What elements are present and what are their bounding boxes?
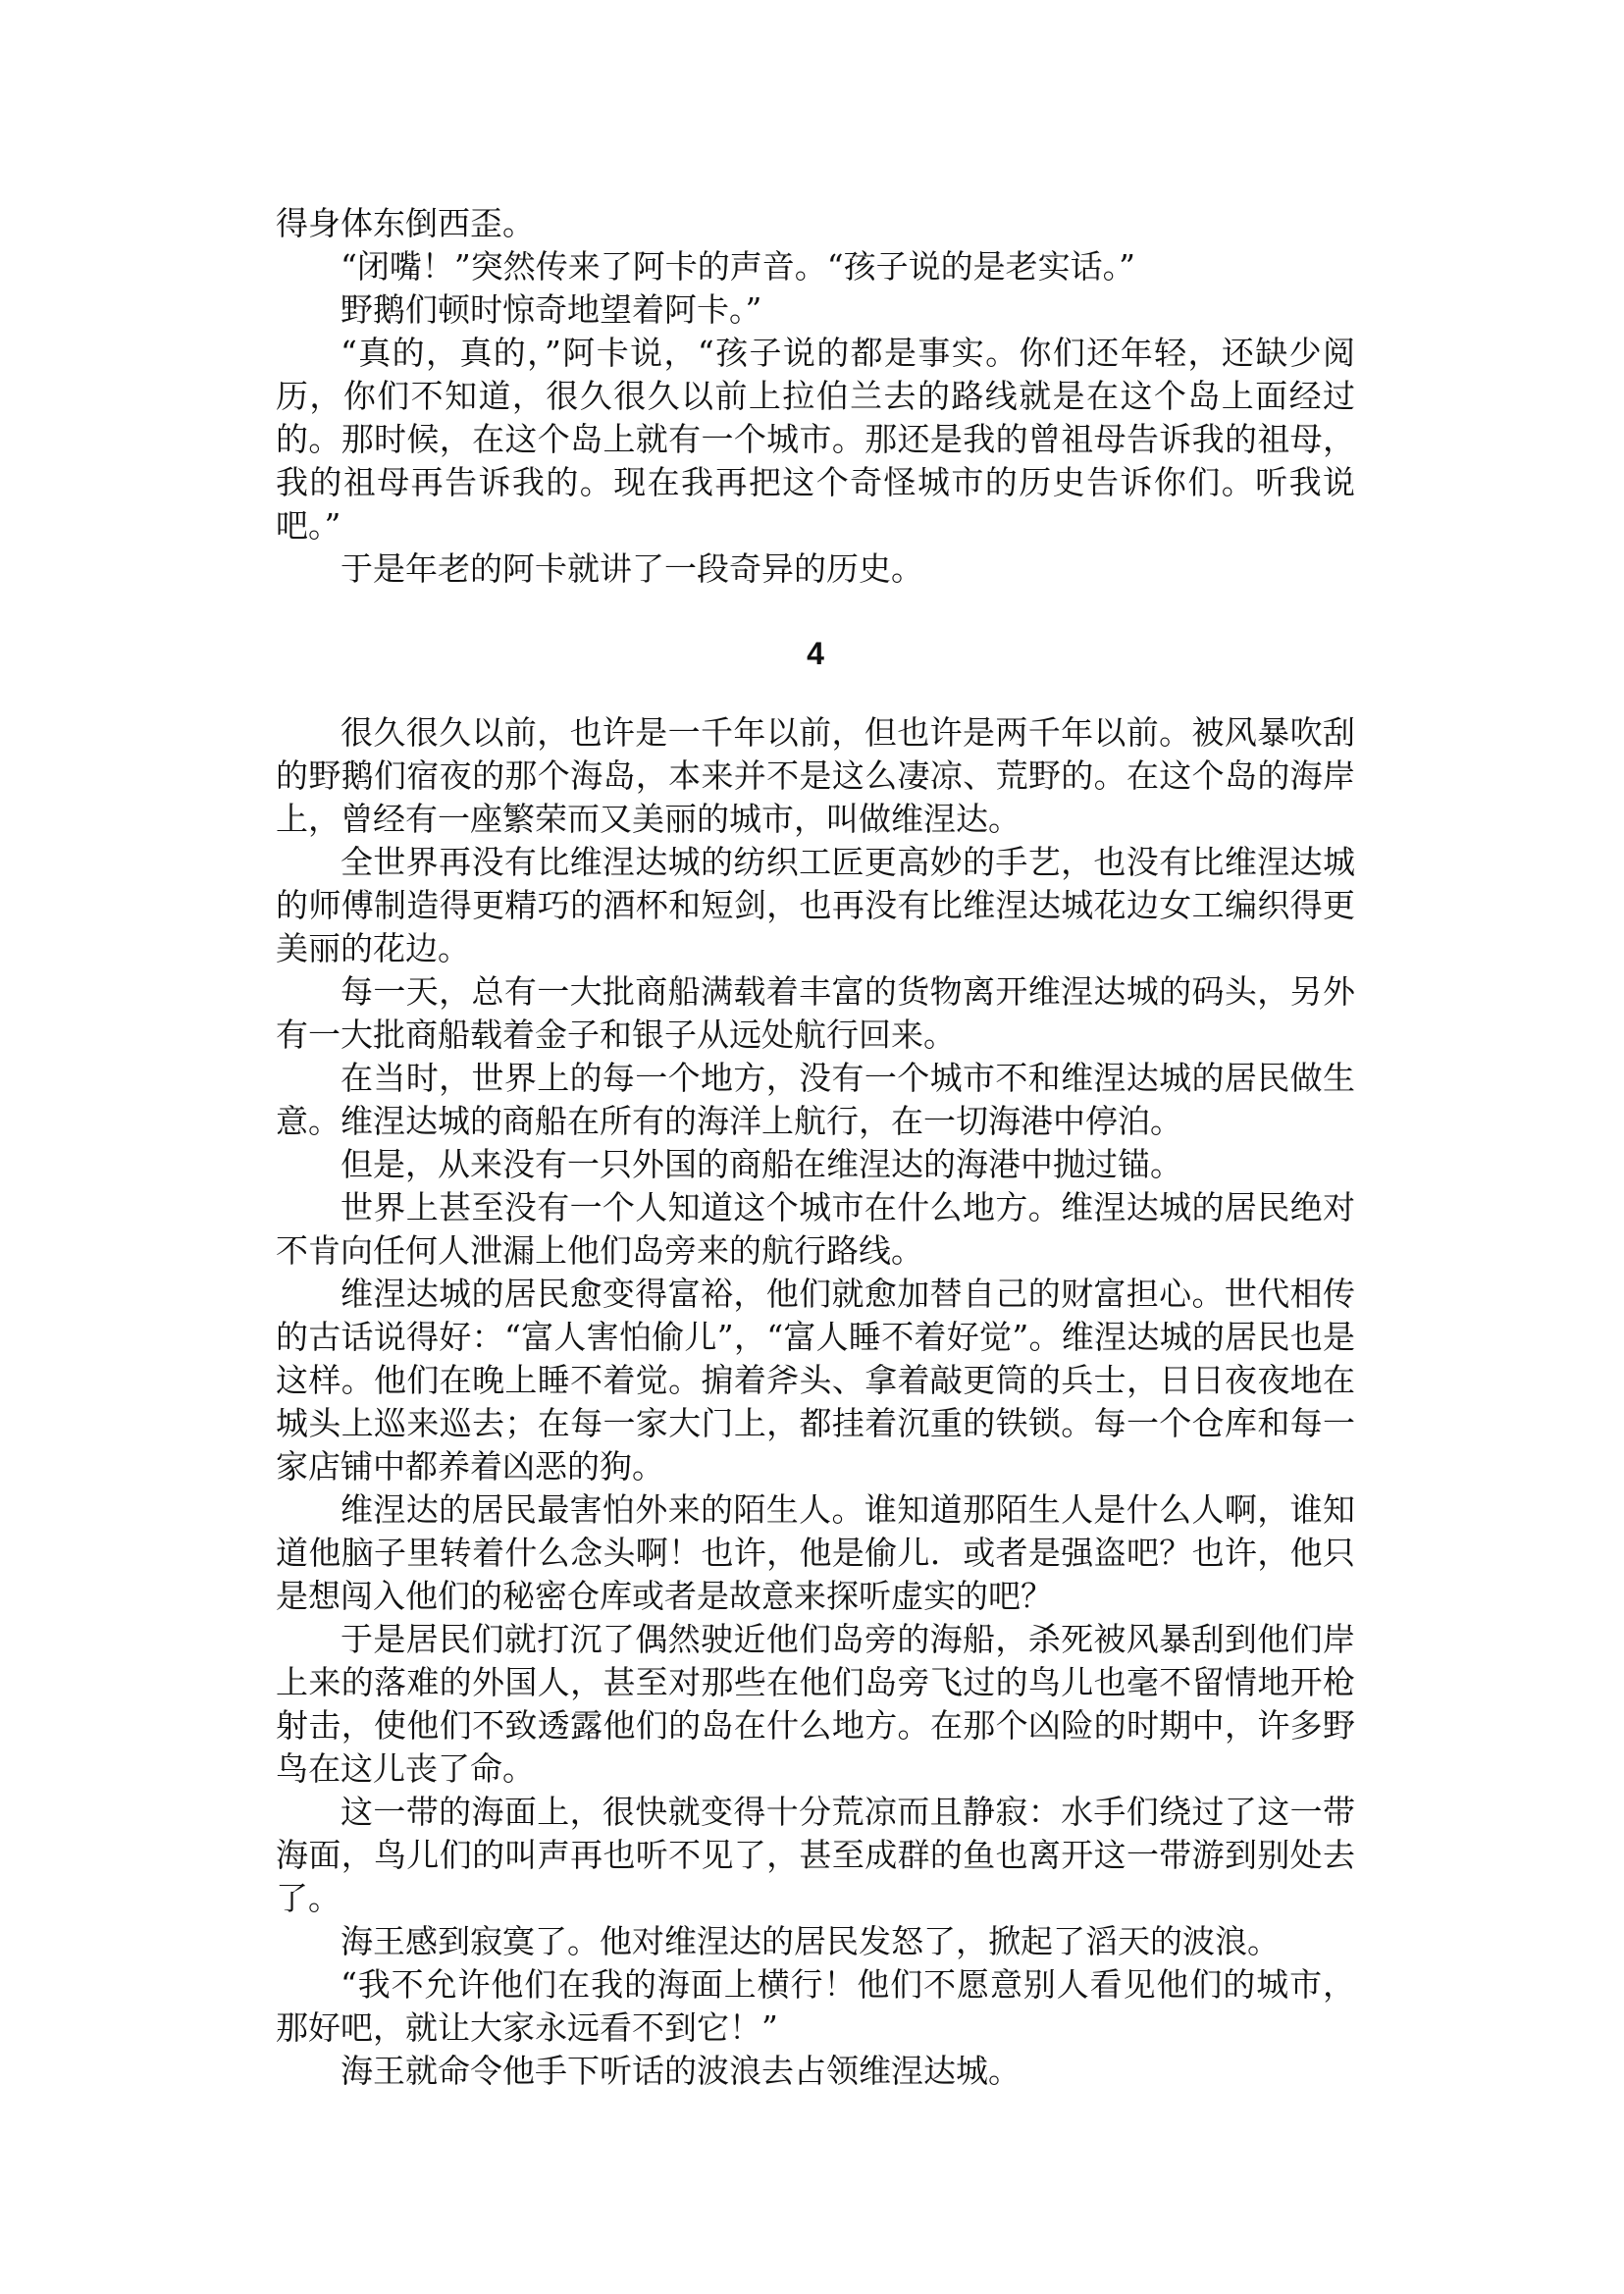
paragraph: 这一带的海面上，很快就变得十分荒凉而且静寂：水手们绕过了这一带海面，鸟儿们的叫声再也听不见了，甚至成群的鱼也离开这一带游到别处去了。 xyxy=(276,1793,1355,1917)
paragraph: 很久很久以前，也许是一千年以前，但也许是两千年以前。被风暴吹刮的野鹅们宿夜的那个海岛，本来并不是这么凄凉、荒野的。在这个岛的海岸上，曾经有一座繁荣而又美丽的城市，叫做维涅达。 xyxy=(276,713,1355,838)
paragraph: 在当时，世界上的每一个地方，没有一个城市不和维涅达城的居民做生意。维涅达城的商船在所有的海洋上航行，在一切海港中停泊。 xyxy=(276,1059,1355,1140)
paragraph: 每一天，总有一大批商船满载着丰富的货物离开维涅达城的码头，另外有一大批商船载着金子和银子从远处航行回来。 xyxy=(276,972,1355,1054)
paragraph: 于是年老的阿卡就讲了一段奇异的历史。 xyxy=(341,549,923,588)
section-number-heading: 4 xyxy=(807,636,824,671)
section-1-text xyxy=(276,202,1355,591)
document-page xyxy=(276,202,1355,2090)
paragraph: 维涅达的居民最害怕外来的陌生人。谁知道那陌生人是什么人啊，谁知道他脑子里转着什么念头啊！也许，他是偷儿．或者是强盗吧？也许，他只是想闯入他们的秘密仓库或者是故意来探听虚实的吧？ xyxy=(276,1490,1355,1615)
paragraph: 但是，从来没有一只外国的商船在维涅达的海港中抛过锚。 xyxy=(341,1145,1182,1183)
paragraph: 得身体东倒西歪。 xyxy=(276,204,535,242)
paragraph: 海王就命令他手下听话的波浪去占领维涅达城。 xyxy=(341,2052,1021,2090)
paragraph: 于是居民们就打沉了偶然驶近他们岛旁的海船，杀死被风暴刮到他们岸上来的落难的外国人，甚至对那些在他们岛旁飞过的鸟儿也毫不留情地开枪射击，使他们不致透露他们的岛在什么地方。在那个凶险的时期中，许多野鸟在这儿丧了命。 xyxy=(276,1620,1355,1788)
paragraph: 世界上甚至没有一个人知道这个城市在什么地方。维涅达城的居民绝对不肯向任何人泄漏上他们岛旁来的航行路线。 xyxy=(276,1188,1355,1270)
paragraph: 海王感到寂寞了。他对维涅达的居民发怒了，掀起了滔天的波浪。 xyxy=(341,1922,1280,1960)
paragraph: 全世界再没有比维涅达城的纺织工匠更高妙的手艺，也没有比维涅达城的师傅制造得更精巧的酒杯和短剑，也再没有比维涅达城花边女工编织得更美丽的花边。 xyxy=(276,843,1355,967)
section-2-text xyxy=(276,711,1355,2093)
paragraph: “闭嘴！”突然传来了阿卡的声音。“孩子说的是老实话。” xyxy=(341,247,1135,286)
paragraph: “我不允许他们在我的海面上横行！他们不愿意别人看见他们的城市，那好吧，就让大家永远看不到它！” xyxy=(276,1965,1355,2047)
paragraph: “真的，真的，”阿卡说，“孩子说的都是事实。你们还年轻，还缺少阅历，你们不知道，很久很久以前上拉伯兰去的路线就是在这个岛上面经过的。那时候，在这个岛上就有一个城市。那还是我的曾祖母告诉我的祖母，我的祖母再告诉我的。现在我再把这个奇怪城市的历史告诉你们。听我说吧。” xyxy=(276,334,1355,545)
paragraph: 维涅达城的居民愈变得富裕，他们就愈加替自己的财富担心。世代相传的古话说得好：“富人害怕偷儿”，“富人睡不着好觉”。维涅达城的居民也是这样。他们在晚上睡不着觉。掮着斧头、拿着敲更筒的兵士，日日夜夜地在城头上巡来巡去；在每一家大门上，都挂着沉重的铁锁。每一个仓库和每一家店铺中都养着凶恶的狗。 xyxy=(276,1275,1355,1486)
paragraph: 野鹅们顿时惊奇地望着阿卡。” xyxy=(341,290,762,329)
